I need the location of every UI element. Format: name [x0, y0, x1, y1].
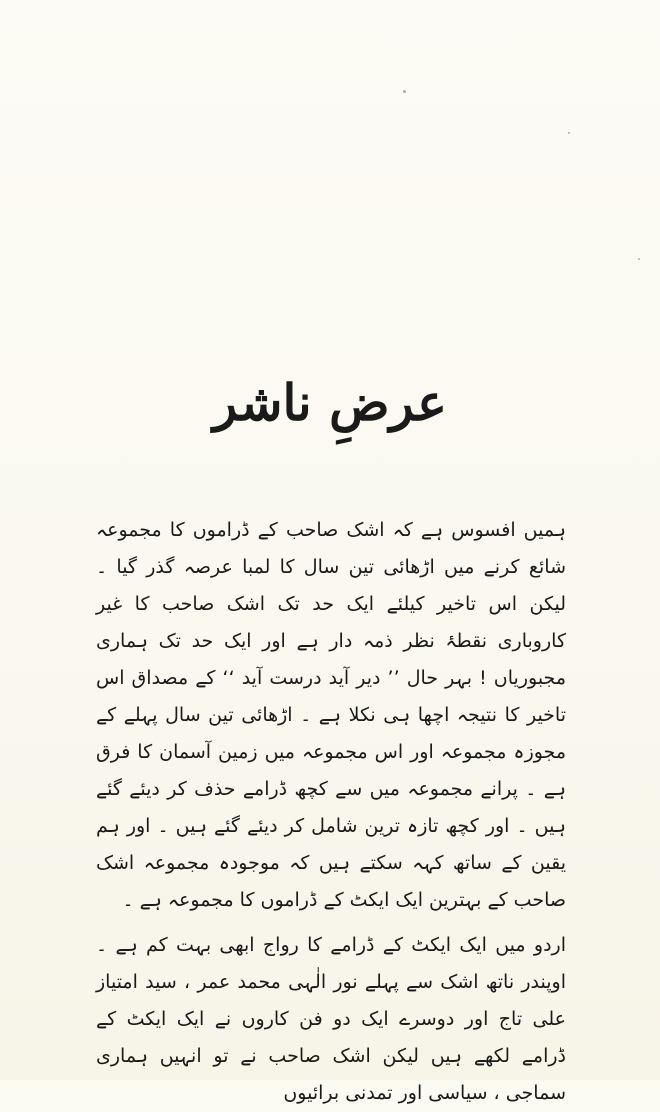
- body-text: [96, 512, 566, 1112]
- paper-speck: [568, 132, 570, 134]
- paper-speck: [403, 90, 406, 93]
- paper-speck: [638, 258, 640, 260]
- page-title: عرضِ ناشر: [213, 373, 447, 432]
- paragraph-1: ہمیں افسوس ہے کہ اشک صاحب کے ڈراموں کا مجموعہ شائع کرنے میں اڑھائی تین سال کا لمبا عرصہ گذر گیا ۔ لیکن اس تاخیر کیلئے ایک حد تک اشک صاحب کا غیر کاروباری نقطۂ نظر ذمہ دار ہے اور ایک حد تک ہماری مجبوریاں ! بہر حال ’’ دیر آید درست آید ‘‘ کے مصداق اس تاخیر کا نتیجہ اچھا ہی نکلا ہے ۔ اڑھائی تین سال پہلے کے مجوزہ مجموعہ اور اس مجموعہ میں زمین آسمان کا فرق ہے ۔ پرانے مجموعہ میں سے کچھ ڈرامے حذف کر دیئے گئے ہیں ۔ اور کچھ تازہ ترین شامل کر دیئے گئے ہیں ۔ اور ہم یقین کے ساتھ کہہ سکتے ہیں کہ موجودہ مجموعہ اشک صاحب کے بہترین ایک ایکٹ کے ڈراموں کا مجموعہ ہے ۔: [96, 519, 566, 911]
- paragraph-2: اردو میں ایک ایکٹ کے ڈرامے کا رواج ابھی بہت کم ہے ۔ اوپندر ناتھ اشک سے پہلے نور الٰہی محمد عمر ، سید امتیاز علی تاج اور دوسرے ایک دو فن کاروں نے ایک ایکٹ کے ڈرامے لکھے ہیں لیکن اشک صاحب نے تو انہیں ہماری سماجی ، سیاسی اور تمدنی برائیوں: [96, 934, 566, 1104]
